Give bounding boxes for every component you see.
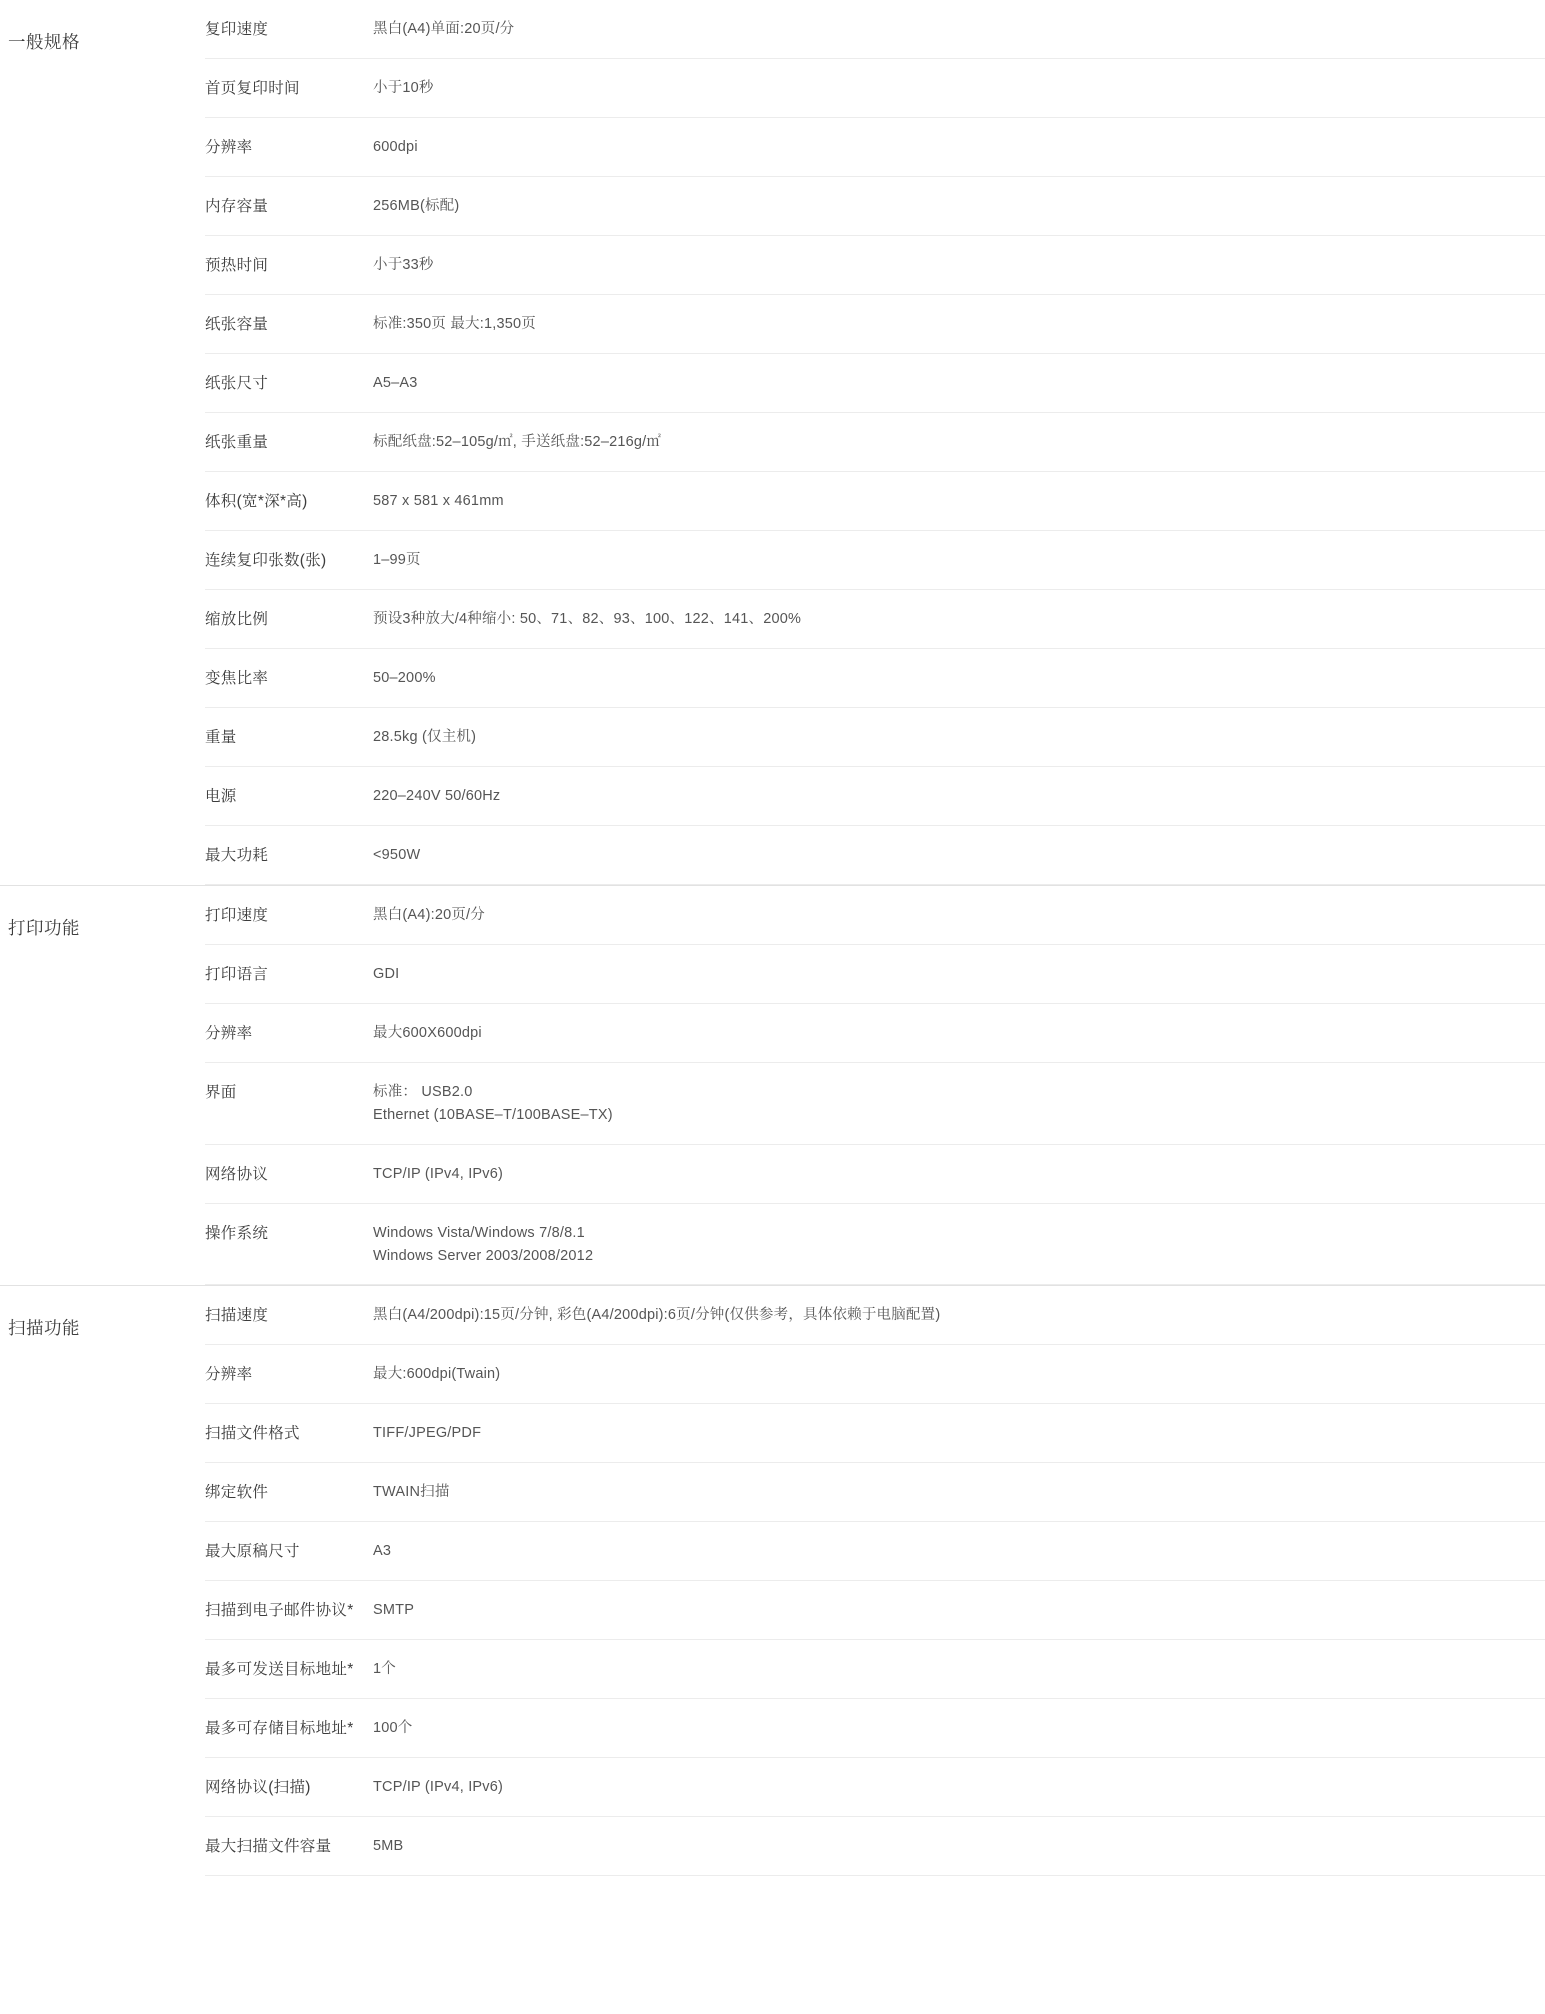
spec-row xyxy=(205,236,1545,295)
spec-value xyxy=(373,1776,1545,1799)
spec-value xyxy=(373,726,1545,749)
spec-row xyxy=(205,1204,1545,1285)
spec-label: 连续复印张数(张) xyxy=(205,552,327,570)
spec-value xyxy=(373,785,1545,808)
spec-row xyxy=(205,1699,1545,1758)
spec-row xyxy=(205,1522,1545,1581)
spec-value-line: <950W xyxy=(373,847,421,864)
spec-label: 重量 xyxy=(205,729,237,747)
spec-label: 打印速度 xyxy=(205,907,269,925)
spec-row xyxy=(205,295,1545,354)
spec-value-line: TCP/IP (IPv4, IPv6) xyxy=(373,1165,504,1182)
spec-label: 体积(宽*深*高) xyxy=(205,493,308,511)
spec-value xyxy=(373,1081,1545,1127)
spec-value xyxy=(373,1658,1545,1681)
spec-value xyxy=(373,1163,1545,1186)
spec-value xyxy=(373,1481,1545,1504)
spec-value xyxy=(373,1022,1545,1045)
spec-label: 纸张尺寸 xyxy=(205,375,269,393)
section-rows xyxy=(205,886,1545,1285)
spec-row xyxy=(205,177,1545,236)
spec-label: 复印速度 xyxy=(205,21,269,38)
spec-row xyxy=(205,118,1545,177)
spec-value-line: TWAIN扫描 xyxy=(373,1484,450,1501)
spec-value-line: SMTP xyxy=(373,1602,415,1619)
spec-value xyxy=(373,77,1545,100)
spec-value-line: Windows Vista/Windows 7/8/8.1 xyxy=(373,1224,585,1241)
section-title: 打印功能 xyxy=(8,918,80,939)
spec-value-line: Windows Server 2003/2008/2012 xyxy=(373,1247,594,1264)
spec-row xyxy=(205,945,1545,1004)
spec-row xyxy=(205,1004,1545,1063)
spec-label: 分辨率 xyxy=(205,139,253,157)
section-title: 一般规格 xyxy=(8,32,80,52)
spec-value-line: TIFF/JPEG/PDF xyxy=(373,1425,482,1442)
spec-label: 界面 xyxy=(205,1084,237,1102)
spec-value-line: 黑白(A4/200dpi):15页/分钟, 彩色(A4/200dpi):6页/分钟(仅供参考，具体依赖于电脑配置) xyxy=(373,1307,941,1324)
spec-value xyxy=(373,1363,1545,1386)
spec-value xyxy=(373,1540,1545,1563)
spec-value xyxy=(373,254,1545,277)
spec-value-line: 600dpi xyxy=(373,139,418,156)
spec-row xyxy=(205,1758,1545,1817)
spec-value xyxy=(373,1422,1545,1445)
spec-label: 网络协议 xyxy=(205,1165,269,1183)
spec-label: 分辨率 xyxy=(205,1366,253,1384)
spec-row xyxy=(205,1063,1545,1144)
spec-value xyxy=(373,549,1545,572)
spec-row xyxy=(205,590,1545,649)
spec-label: 最大扫描文件容量 xyxy=(205,1838,332,1856)
spec-value xyxy=(373,431,1545,454)
spec-row xyxy=(205,708,1545,767)
spec-label: 电源 xyxy=(205,788,237,806)
section-rows xyxy=(205,1286,1545,1876)
spec-label: 扫描速度 xyxy=(205,1307,269,1325)
spec-value xyxy=(373,195,1545,218)
spec-value xyxy=(373,18,1545,41)
spec-label: 缩放比例 xyxy=(205,611,269,629)
section-rows xyxy=(205,0,1545,885)
spec-value-line: 最大600X600dpi xyxy=(373,1025,482,1042)
spec-value-line: 220–240V 50/60Hz xyxy=(373,788,501,805)
spec-row xyxy=(205,1286,1545,1345)
spec-value-line: 256MB(标配) xyxy=(373,198,460,215)
spec-row xyxy=(205,1817,1545,1876)
spec-row xyxy=(205,886,1545,945)
spec-row xyxy=(205,531,1545,590)
spec-value xyxy=(373,1222,1545,1268)
spec-row xyxy=(205,649,1545,708)
spec-value xyxy=(373,667,1545,690)
spec-row xyxy=(205,1404,1545,1463)
spec-label: 网络协议(扫描) xyxy=(205,1779,311,1797)
spec-value xyxy=(373,904,1545,927)
spec-label: 扫描到电子邮件协议* xyxy=(205,1602,354,1620)
section-title: 扫描功能 xyxy=(8,1318,80,1339)
spec-label: 打印语言 xyxy=(205,966,269,984)
spec-label: 最多可发送目标地址* xyxy=(205,1661,354,1679)
spec-value xyxy=(373,1717,1545,1740)
spec-value-line: 5MB xyxy=(373,1838,404,1855)
spec-value-line: GDI xyxy=(373,966,400,983)
spec-row xyxy=(205,354,1545,413)
spec-value-line: 100个 xyxy=(373,1720,413,1737)
spec-value-line: A3 xyxy=(373,1543,392,1560)
spec-value-line: 标配纸盘:52–105g/㎡, 手送纸盘:52–216g/㎡ xyxy=(373,434,662,451)
spec-value xyxy=(373,1599,1545,1622)
spec-row xyxy=(205,472,1545,531)
spec-row xyxy=(205,59,1545,118)
spec-label: 最大原稿尺寸 xyxy=(205,1543,300,1561)
spec-label: 最大功耗 xyxy=(205,847,269,865)
spec-label: 分辨率 xyxy=(205,1025,253,1043)
spec-value xyxy=(373,1835,1545,1858)
spec-value-line: 标准： USB2.0 xyxy=(373,1084,473,1101)
spec-section xyxy=(0,0,1545,885)
spec-value xyxy=(373,136,1545,159)
spec-value-line: 预设3种放大/4种缩小: 50、71、82、93、100、122、141、200% xyxy=(373,611,802,628)
spec-value-line: 标准:350页 最大:1,350页 xyxy=(373,316,536,333)
spec-row xyxy=(205,413,1545,472)
spec-label: 内存容量 xyxy=(205,198,269,216)
spec-label: 最多可存储目标地址* xyxy=(205,1720,354,1738)
spec-value-line: 587 x 581 x 461mm xyxy=(373,493,504,510)
spec-value-line: 最大:600dpi(Twain) xyxy=(373,1366,501,1383)
spec-label: 纸张重量 xyxy=(205,434,269,452)
spec-value xyxy=(373,313,1545,336)
spec-row xyxy=(205,1640,1545,1699)
spec-label: 预热时间 xyxy=(205,257,269,275)
spec-row xyxy=(205,767,1545,826)
spec-label: 变焦比率 xyxy=(205,670,269,688)
spec-value xyxy=(373,490,1545,513)
spec-row xyxy=(205,1463,1545,1522)
spec-value-line: 小于33秒 xyxy=(373,257,434,274)
spec-label: 绑定软件 xyxy=(205,1484,269,1502)
spec-row xyxy=(205,826,1545,885)
spec-section xyxy=(0,885,1545,1285)
spec-value xyxy=(373,1304,1545,1327)
spec-section xyxy=(0,1285,1545,1876)
spec-value-line: 黑白(A4):20页/分 xyxy=(373,907,485,924)
spec-row xyxy=(205,1581,1545,1640)
spec-row xyxy=(205,0,1545,59)
spec-value xyxy=(373,372,1545,395)
spec-value-line: 28.5kg (仅主机) xyxy=(373,729,477,746)
spec-value-line: 黑白(A4)单面:20页/分 xyxy=(373,21,515,37)
spec-label: 扫描文件格式 xyxy=(205,1425,300,1443)
spec-value xyxy=(373,963,1545,986)
spec-value-line: 50–200% xyxy=(373,670,436,687)
spec-label: 操作系统 xyxy=(205,1224,269,1242)
spec-value xyxy=(373,608,1545,631)
spec-row xyxy=(205,1345,1545,1404)
spec-value-line: 1–99页 xyxy=(373,552,421,569)
spec-value-line: A5–A3 xyxy=(373,375,418,392)
spec-label: 纸张容量 xyxy=(205,316,269,334)
spec-value xyxy=(373,844,1545,867)
spec-value-line: 小于10秒 xyxy=(373,80,434,97)
spec-value-line: TCP/IP (IPv4, IPv6) xyxy=(373,1779,504,1796)
spec-value-line: 1个 xyxy=(373,1661,396,1678)
spec-label: 首页复印时间 xyxy=(205,80,300,98)
spec-value-line: Ethernet (10BASE–T/100BASE–TX) xyxy=(373,1107,613,1124)
spec-row xyxy=(205,1145,1545,1204)
